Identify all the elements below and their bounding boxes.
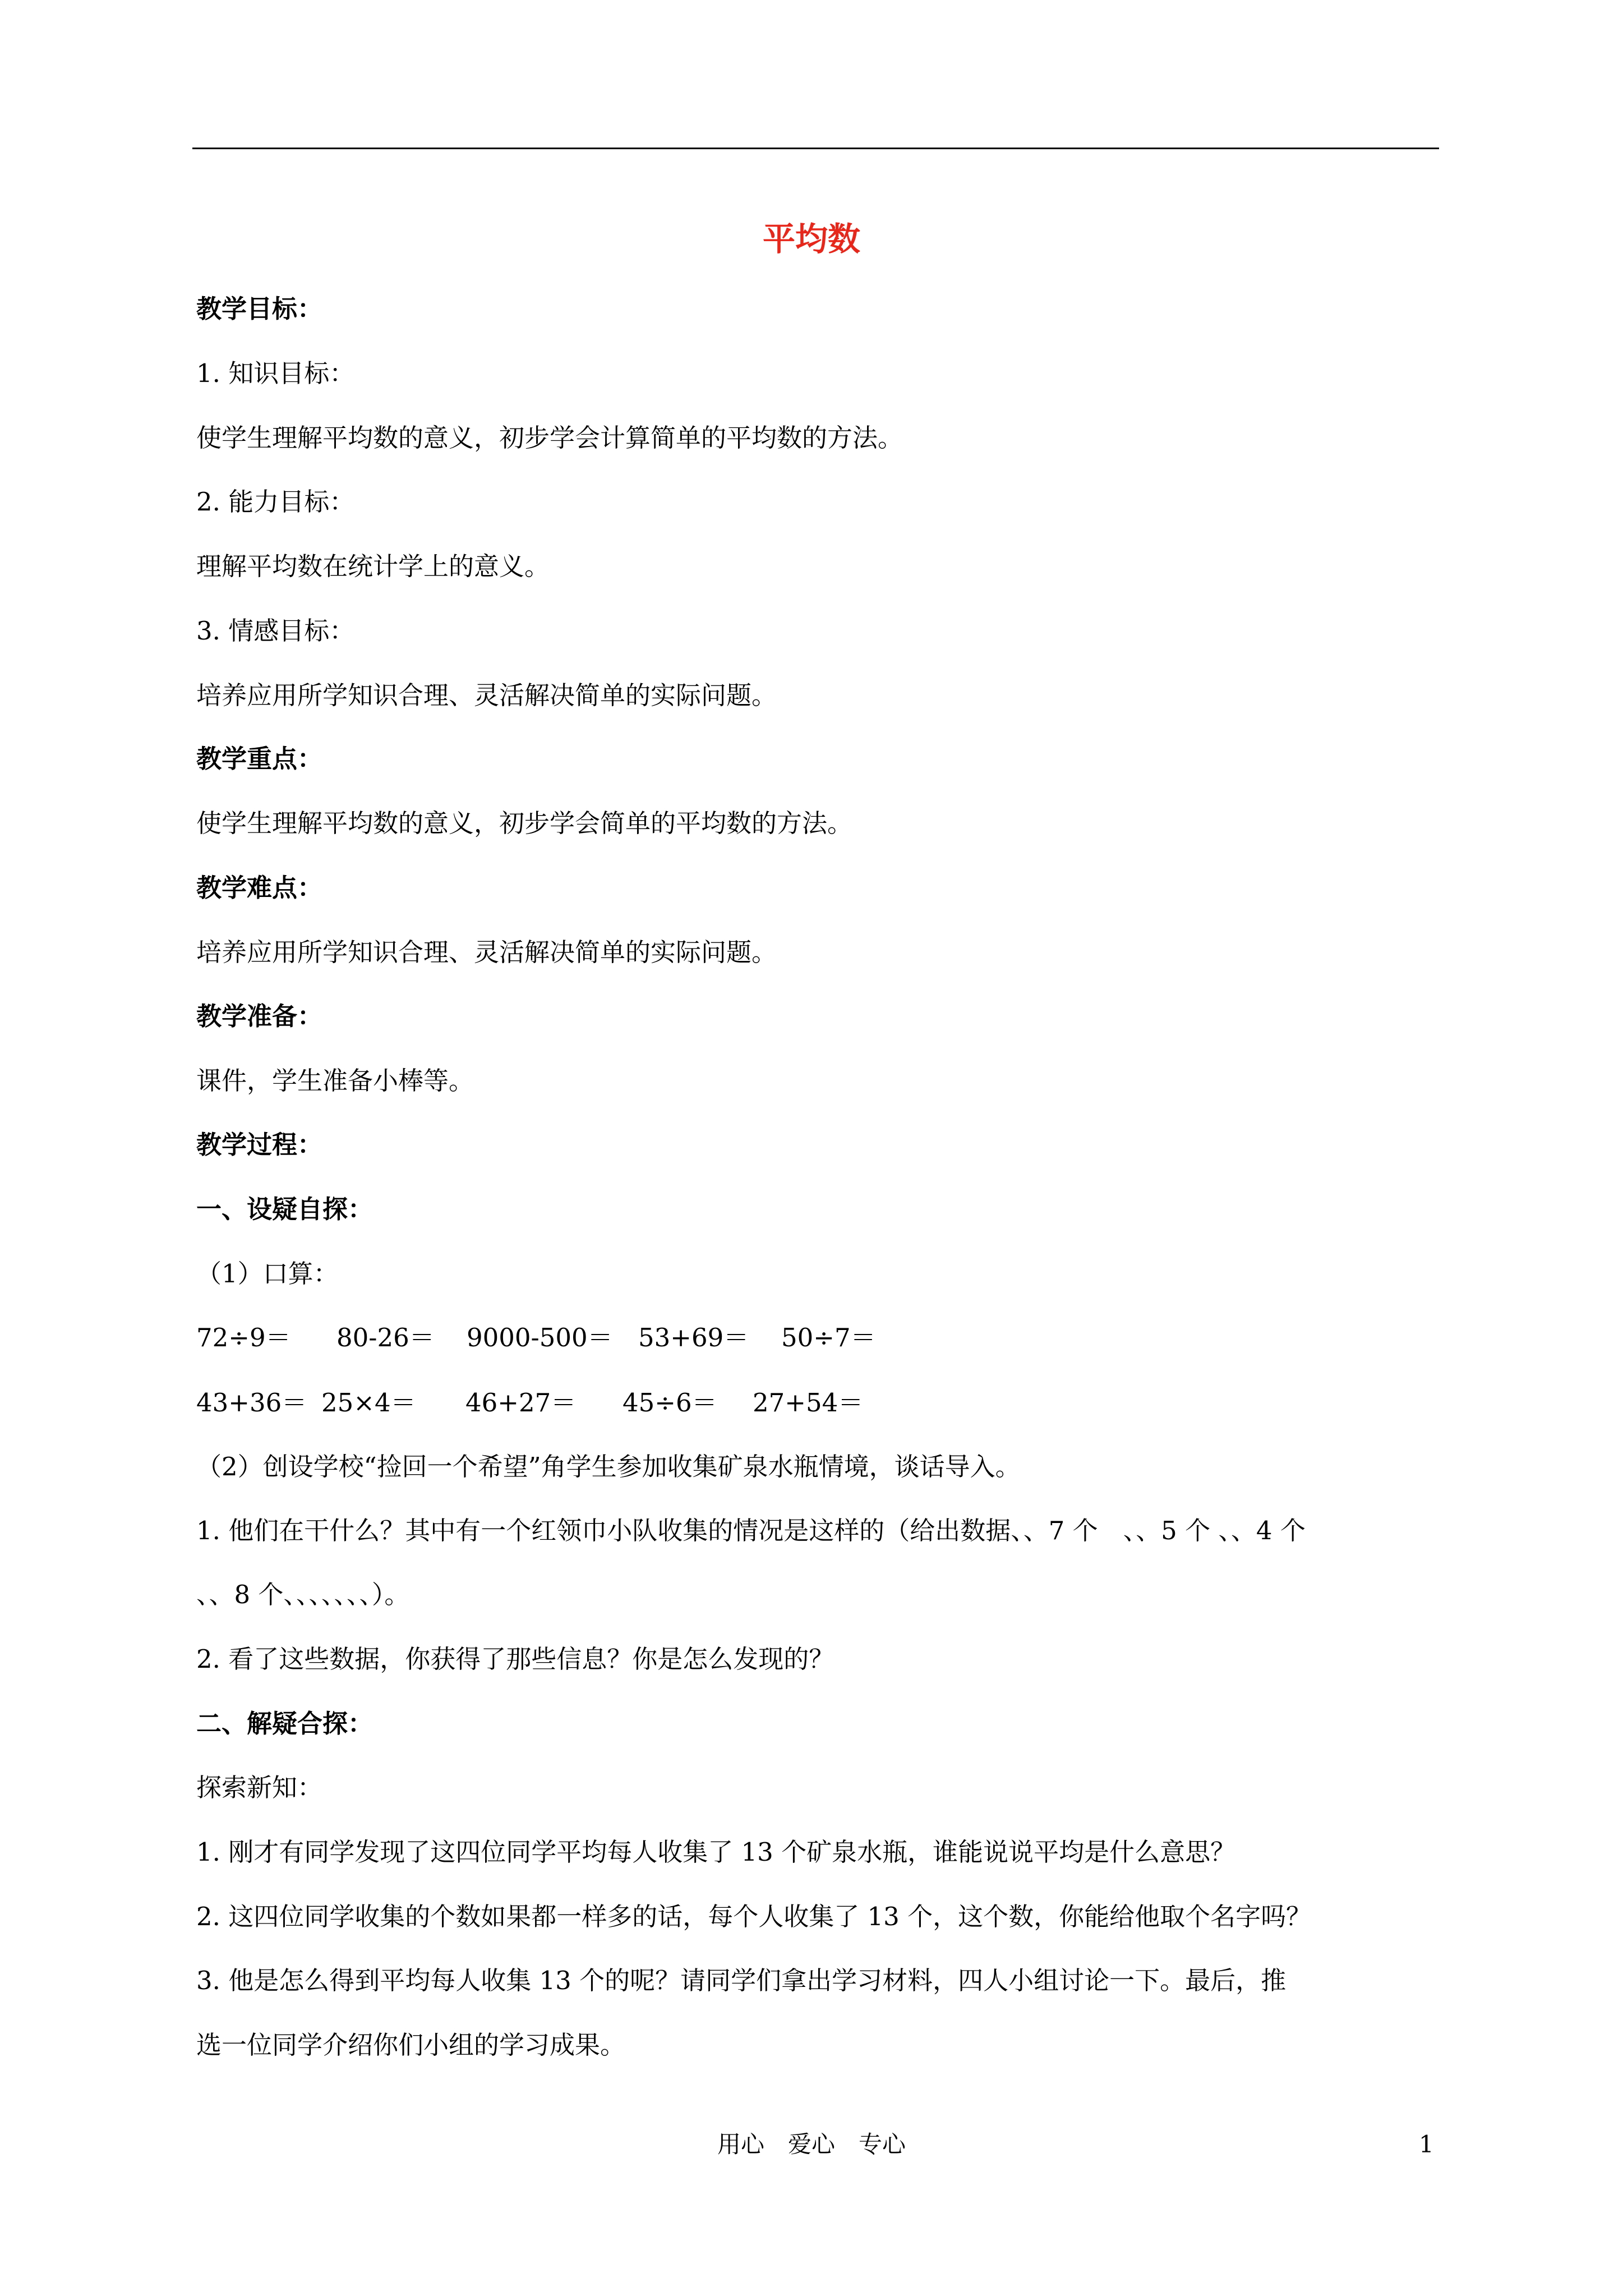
arithmetic-item: 43+36＝: [196, 1388, 307, 1418]
section-heading: 教学重点：: [196, 744, 323, 774]
section-heading: 一、设疑自探：: [196, 1194, 374, 1224]
section-heading: 教学准备：: [196, 1001, 323, 1031]
arithmetic-item: 50÷7＝: [781, 1323, 876, 1352]
body-line: 理解平均数在统计学上的意义。: [196, 551, 550, 581]
arithmetic-item: 53+69＝: [638, 1323, 749, 1352]
body-line: 1. 刚才有同学发现了这四位同学平均每人收集了 13 个矿泉水瓶，谁能说说平均是什么意思？: [196, 1837, 1236, 1867]
body-line: 探索新知：: [196, 1773, 323, 1802]
body-line: 课件，学生准备小棒等。: [196, 1066, 474, 1096]
body-line: 使学生理解平均数的意义，初步学会简单的平均数的方法。: [196, 808, 853, 838]
body-line: （2）创设学校“捡回一个希望”角学生参加收集矿泉水瓶情境，谈话导入。: [196, 1452, 1021, 1481]
body-line: 、、8 个、、、、、、、）。: [196, 1580, 410, 1609]
arithmetic-item: 9000-500＝: [467, 1323, 613, 1352]
body-line: 培养应用所学知识合理、灵活解决简单的实际问题。: [196, 680, 777, 710]
body-line: 选一位同学介绍你们小组的学习成果。: [196, 2030, 626, 2060]
arithmetic-item: 72÷9＝: [196, 1323, 291, 1352]
arithmetic-item: 27+54＝: [753, 1388, 864, 1418]
body-line: 2. 能力目标：: [196, 487, 355, 517]
section-heading: 教学过程：: [196, 1130, 323, 1159]
section-heading: 教学难点：: [196, 873, 323, 903]
body-line: 使学生理解平均数的意义，初步学会计算简单的平均数的方法。: [196, 423, 903, 453]
arithmetic-item: 80-26＝: [336, 1323, 435, 1352]
body-line: 3. 情感目标：: [196, 616, 355, 646]
header-rule: [192, 148, 1439, 149]
body-line: 2. 看了这些数据，你获得了那些信息？你是怎么发现的？: [196, 1644, 834, 1674]
page-number: 1: [1419, 2131, 1434, 2158]
body-line: 1. 知识目标：: [196, 358, 355, 388]
body-line: 培养应用所学知识合理、灵活解决简单的实际问题。: [196, 937, 777, 967]
footer-motto: 用心 爱心 专心: [717, 2131, 906, 2158]
document-title: 平均数: [762, 220, 860, 258]
section-heading: 教学目标：: [196, 294, 323, 324]
body-line: （1）口算：: [196, 1259, 339, 1289]
arithmetic-item: 45÷6＝: [623, 1388, 717, 1418]
body-line: 2. 这四位同学收集的个数如果都一样多的话，每个人收集了 13 个，这个数，你能给他取个名字吗？: [196, 1902, 1312, 1931]
arithmetic-item: 46+27＝: [465, 1388, 577, 1418]
arithmetic-item: 25×4＝: [321, 1388, 416, 1418]
body-line: 1. 他们在干什么？其中有一个红领巾小队收集的情况是这样的（给出数据、、7 个 、、5 个 、、4 个: [196, 1516, 1306, 1545]
section-heading: 二、解疑合探：: [196, 1709, 374, 1738]
body-line: 3. 他是怎么得到平均每人收集 13 个的呢？请同学们拿出学习材料，四人小组讨论一下。最后，推: [196, 1966, 1287, 1995]
